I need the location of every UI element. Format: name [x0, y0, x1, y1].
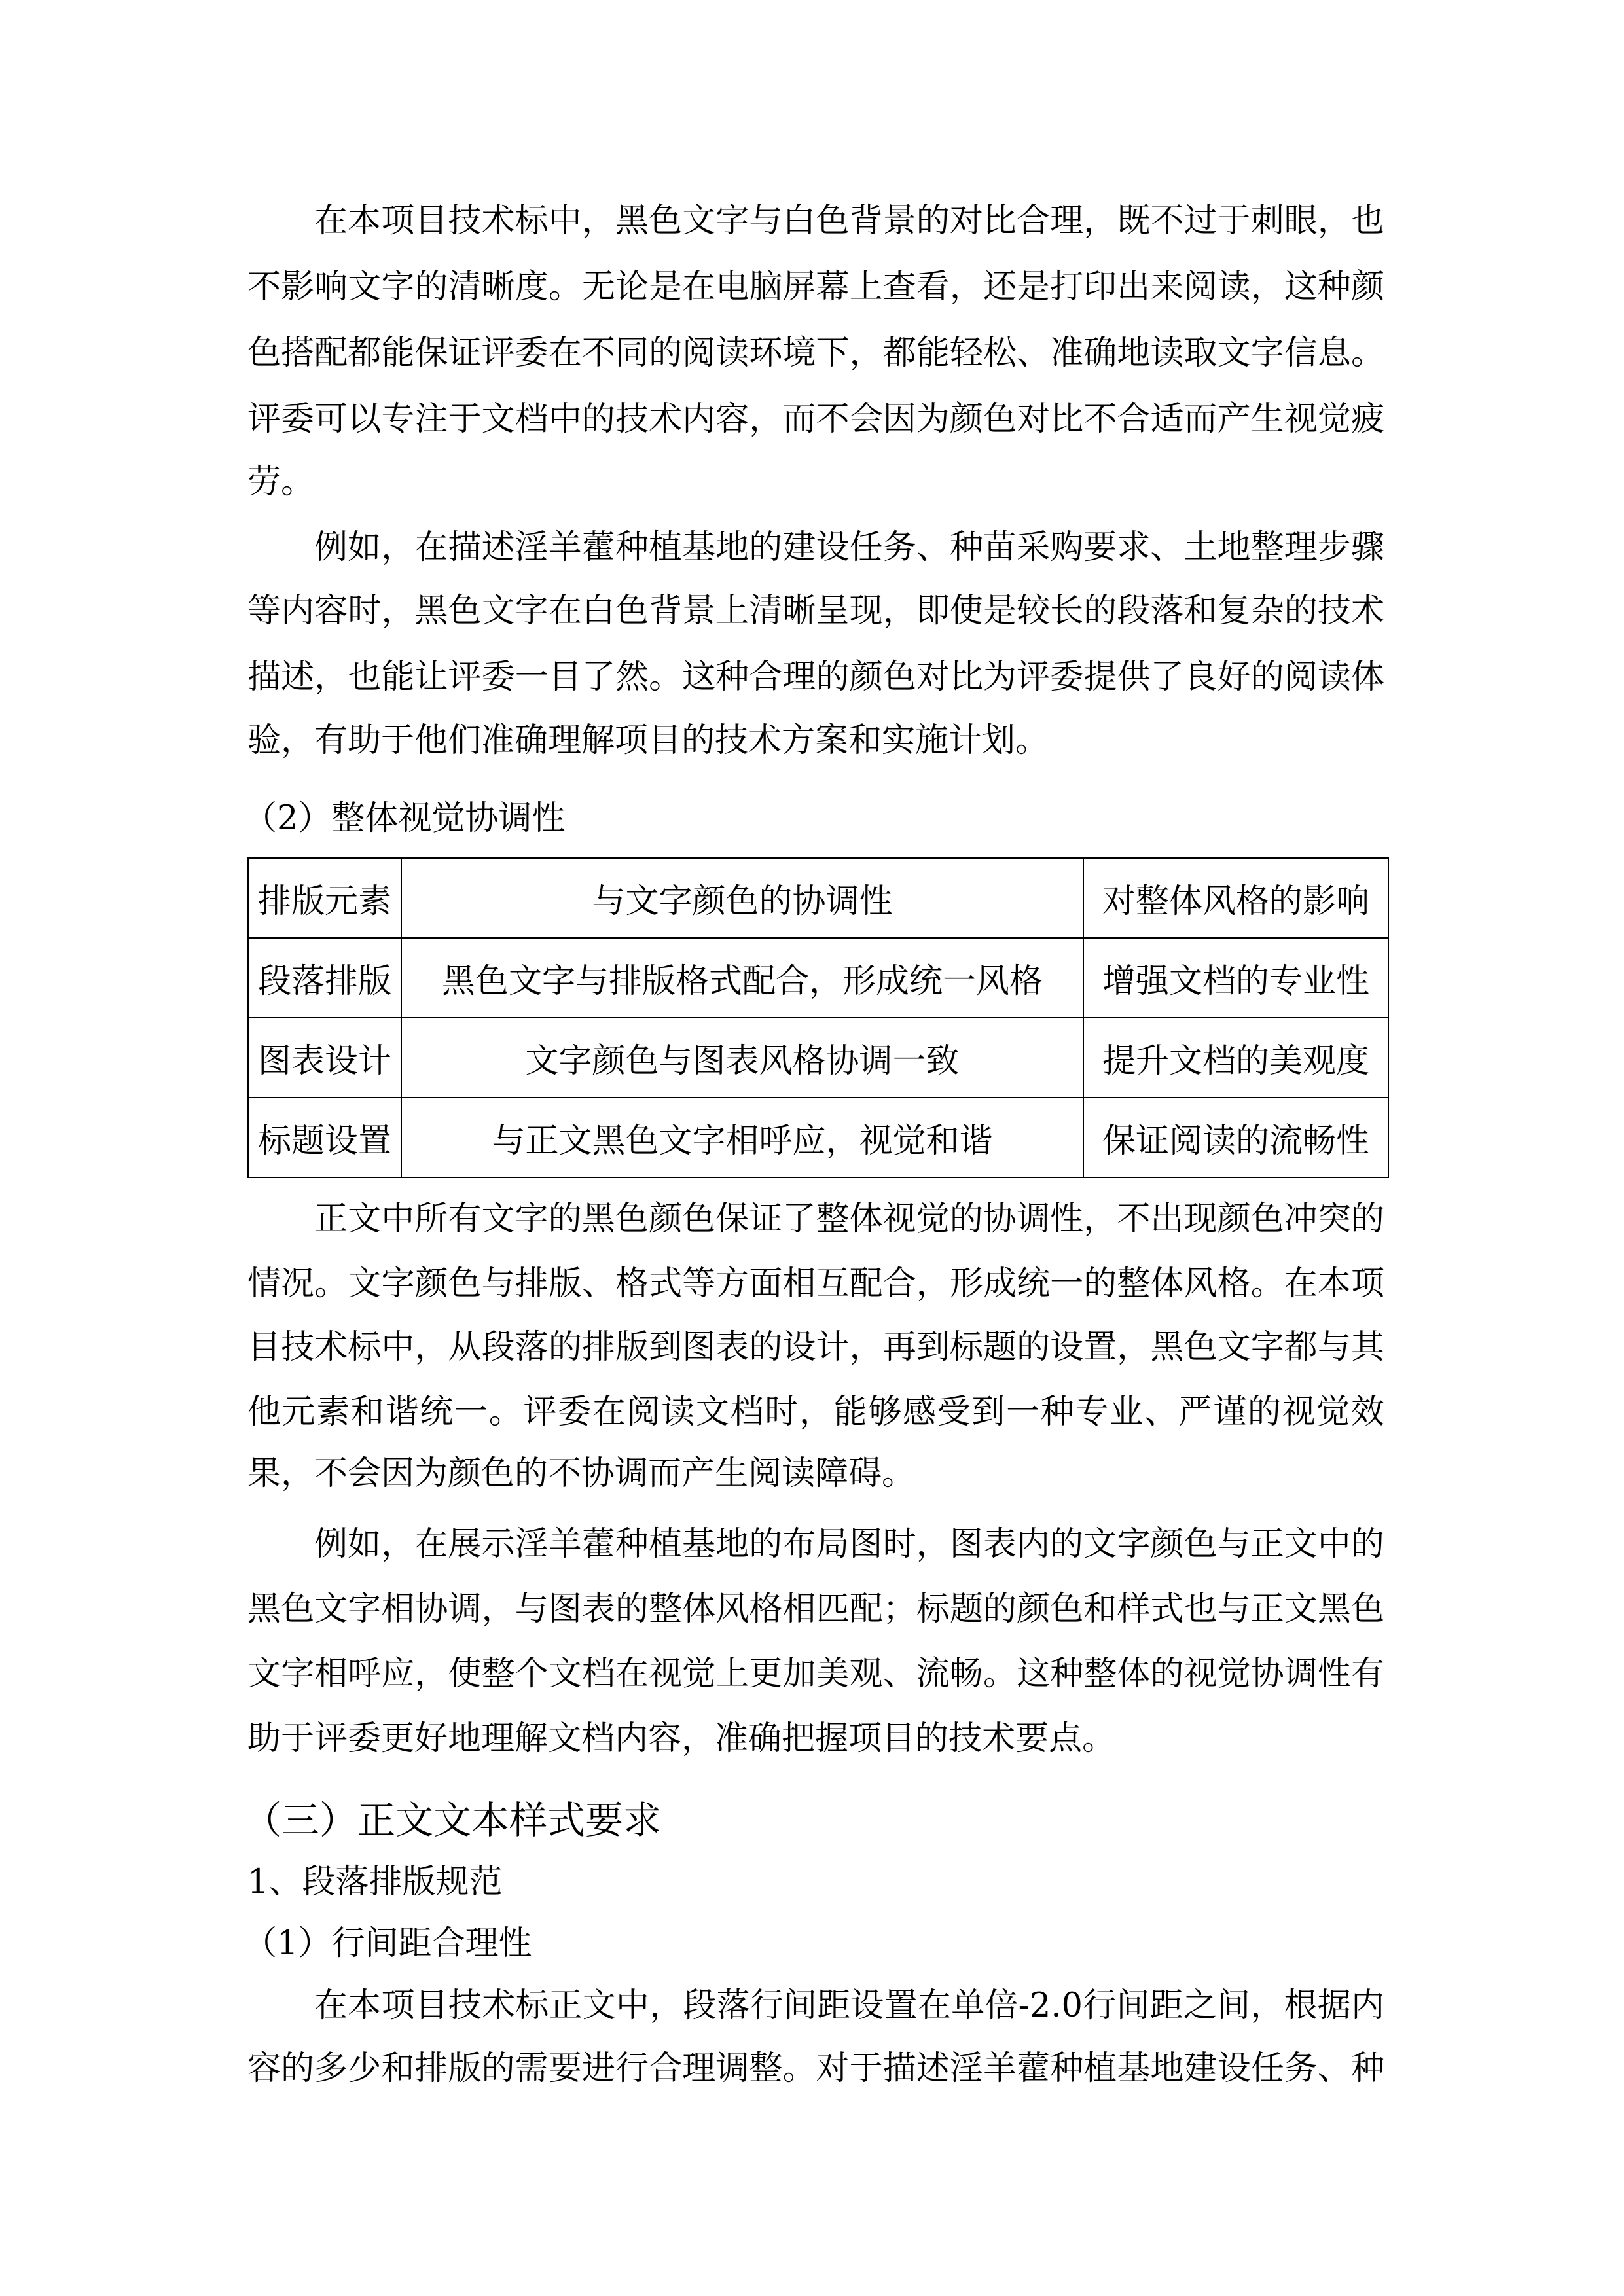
text-line: 劳。 — [247, 463, 315, 501]
text-line: 目技术标中，从段落的排版到图表的设计，再到标题的设置，黑色文字都与其 — [247, 1328, 1384, 1367]
table-cell: 图表设计 — [248, 1018, 401, 1098]
section-heading: （三）正文文本样式要求 — [244, 1798, 662, 1842]
text-line: 描述，也能让评委一目了然。这种合理的颜色对比为评委提供了良好的阅读体 — [247, 658, 1384, 696]
text-line: 果，不会因为颜色的不协调而产生阅读障碍。 — [247, 1454, 916, 1493]
text-line: 文字相呼应，使整个文档在视觉上更加美观、流畅。这种整体的视觉协调性有 — [247, 1655, 1384, 1693]
subheading-visual-coordination: （2）整体视觉协调性 — [244, 799, 566, 838]
table-header-row — [248, 858, 1388, 938]
text-line: 在本项目技术标正文中，段落行间距设置在单倍-2.0行间距之间，根据内 — [314, 1986, 1384, 2025]
text-line: 助于评委更好地理解文档内容，准确把握项目的技术要点。 — [247, 1719, 1116, 1758]
text-line: 例如，在展示淫羊藿种植基地的布局图时，图表内的文字颜色与正文中的 — [314, 1525, 1384, 1564]
text-line: 在本项目技术标中，黑色文字与白色背景的对比合理，既不过于刺眼，也 — [314, 202, 1384, 240]
table-cell: 段落排版 — [248, 938, 401, 1018]
table-cell: 标题设置 — [248, 1098, 401, 1177]
table-header: 对整体风格的影响 — [1083, 858, 1388, 938]
subsection-heading: 1、段落排版规范 — [247, 1863, 503, 1901]
table-cell: 增强文档的专业性 — [1083, 938, 1388, 1018]
table-cell: 与正文黑色文字相呼应，视觉和谐 — [401, 1098, 1083, 1177]
table-cell: 提升文档的美观度 — [1083, 1018, 1388, 1098]
table-cell: 黑色文字与排版格式配合，形成统一风格 — [401, 938, 1083, 1018]
coordination-table — [247, 857, 1389, 1178]
text-line: 评委可以专注于文档中的技术内容，而不会因为颜色对比不合适而产生视觉疲 — [247, 400, 1384, 439]
subheading-line-spacing: （1）行间距合理性 — [244, 1924, 532, 1963]
table-header: 排版元素 — [248, 858, 401, 938]
text-line: 容的多少和排版的需要进行合理调整。对于描述淫羊藿种植基地建设任务、种 — [247, 2049, 1384, 2088]
table-row — [248, 1098, 1388, 1177]
text-line: 黑色文字相协调，与图表的整体风格相匹配；标题的颜色和样式也与正文黑色 — [247, 1590, 1384, 1628]
table-row — [248, 1018, 1388, 1098]
text-line: 不影响文字的清晰度。无论是在电脑屏幕上查看，还是打印出来阅读，这种颜 — [247, 268, 1384, 306]
table-header: 与文字颜色的协调性 — [401, 858, 1083, 938]
text-line: 正文中所有文字的黑色颜色保证了整体视觉的协调性，不出现颜色冲突的 — [314, 1200, 1384, 1238]
table-cell: 文字颜色与图表风格协调一致 — [401, 1018, 1083, 1098]
text-line: 他元素和谐统一。评委在阅读文档时，能够感受到一种专业、严谨的视觉效 — [247, 1393, 1384, 1431]
text-line: 例如，在描述淫羊藿种植基地的建设任务、种苗采购要求、土地整理步骤 — [314, 528, 1384, 567]
table-row — [248, 938, 1388, 1018]
text-line: 验，有助于他们准确理解项目的技术方案和实施计划。 — [247, 721, 1049, 760]
text-line: 色搭配都能保证评委在不同的阅读环境下，都能轻松、准确地读取文字信息。 — [247, 334, 1384, 372]
text-line: 等内容时，黑色文字在白色背景上清晰呈现，即使是较长的段落和复杂的技术 — [247, 592, 1384, 630]
table-cell: 保证阅读的流畅性 — [1083, 1098, 1388, 1177]
text-line: 情况。文字颜色与排版、格式等方面相互配合，形成统一的整体风格。在本项 — [247, 1265, 1384, 1303]
